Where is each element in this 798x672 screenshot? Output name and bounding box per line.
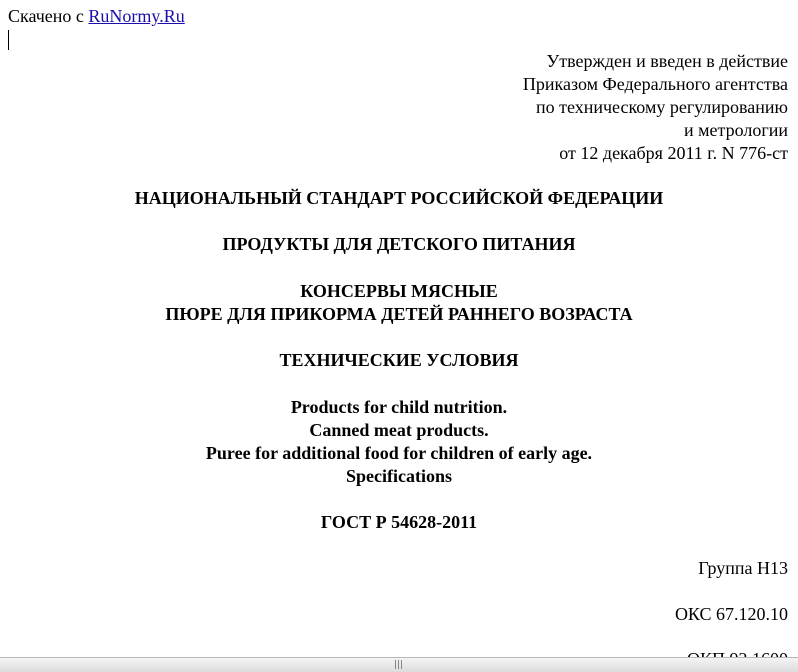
- approval-line: Утвержден и введен в действие: [546, 51, 788, 71]
- standard-title-sub-1: КОНСЕРВЫ МЯСНЫЕ: [300, 281, 498, 301]
- approval-line: Приказом Федерального агентства: [522, 74, 788, 94]
- oks-code: ОКС 67.120.10: [674, 604, 788, 624]
- standard-title-sub-2: ПЮРЕ ДЛЯ ПРИКОРМА ДЕТЕЙ РАННЕГО ВОЗРАСТА: [165, 304, 633, 324]
- source-prefix: Скачено с: [8, 6, 84, 26]
- standard-title-main: ПРОДУКТЫ ДЛЯ ДЕТСКОГО ПИТАНИЯ: [222, 234, 576, 254]
- english-title-line: Puree for additional food for children of early age.: [205, 443, 593, 463]
- english-title-line: Products for child nutrition.: [290, 397, 508, 417]
- standard-title-part: ТЕХНИЧЕСКИЕ УСЛОВИЯ: [279, 350, 519, 370]
- approval-line: по техническому регулированию: [535, 97, 788, 117]
- standard-designation: ГОСТ Р 54628-2011: [320, 512, 478, 532]
- source-link[interactable]: RuNormy.Ru: [88, 6, 185, 26]
- approval-line: от 12 декабря 2011 г. N 776-ст: [559, 143, 788, 163]
- standard-type: НАЦИОНАЛЬНЫЙ СТАНДАРТ РОССИЙСКОЙ ФЕДЕРАЦИИ: [134, 188, 664, 208]
- horizontal-scrollbar[interactable]: [0, 657, 798, 672]
- approval-block: [523, 50, 788, 165]
- group-code: Группа Н13: [698, 558, 788, 578]
- scrollbar-grip-icon[interactable]: |||: [394, 660, 404, 670]
- text-cursor: [8, 30, 9, 50]
- source-line: [8, 5, 185, 27]
- english-title-line: Canned meat products.: [309, 420, 489, 440]
- approval-line: и метрологии: [684, 120, 788, 140]
- english-title-line: Specifications: [346, 466, 452, 486]
